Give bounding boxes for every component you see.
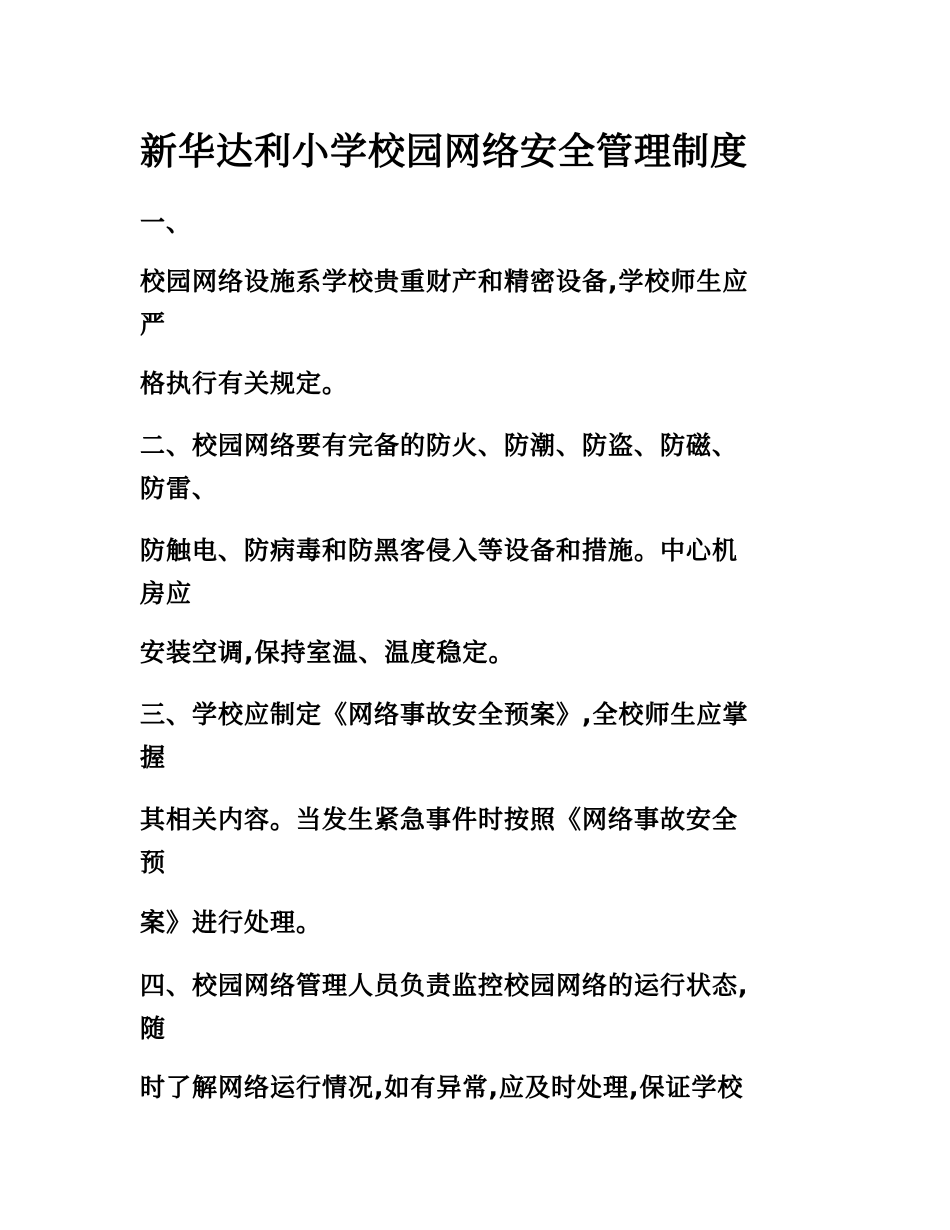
section-1-text-line: 校园网络设施系学校贵重财产和精密设备,学校师生应 — [140, 267, 749, 296]
section-3-text-line: 三、学校应制定《网络事故安全预案》,全校师生应掌 — [140, 700, 749, 729]
section-1-text-line: 格执行有关规定。 — [140, 369, 349, 398]
section-4-text-line: 随 — [140, 1014, 167, 1043]
section-2-text-line: 防触电、防病毒和防黑客侵入等设备和措施。中心机 — [140, 536, 739, 565]
section-4-text-line: 时了解网络运行情况,如有异常,应及时处理,保证学校 — [140, 1073, 744, 1102]
section-4-text-line: 四、校园网络管理人员负责监控校园网络的运行状态, — [140, 971, 749, 1000]
document-title: 新华达利小学校园网络安全管理制度 — [140, 130, 748, 173]
section-2-text-line: 二、校园网络要有完备的防火、防潮、防盗、防磁、 — [140, 431, 739, 460]
section-3-text-line: 其相关内容。当发生紧急事件时按照《网络事故安全 — [140, 805, 739, 834]
section-2-text-line: 安装空调,保持室温、温度稳定。 — [140, 638, 515, 667]
section-3-text-line: 案》进行处理。 — [140, 908, 323, 937]
section-2-text-line: 房应 — [140, 579, 193, 608]
section-1-heading: 一、 — [140, 208, 193, 237]
section-3-text-line: 预 — [140, 848, 167, 877]
section-1-text-line: 严 — [140, 310, 167, 339]
section-3-text-line: 握 — [140, 743, 167, 772]
section-2-text-line: 防雷、 — [140, 474, 219, 503]
